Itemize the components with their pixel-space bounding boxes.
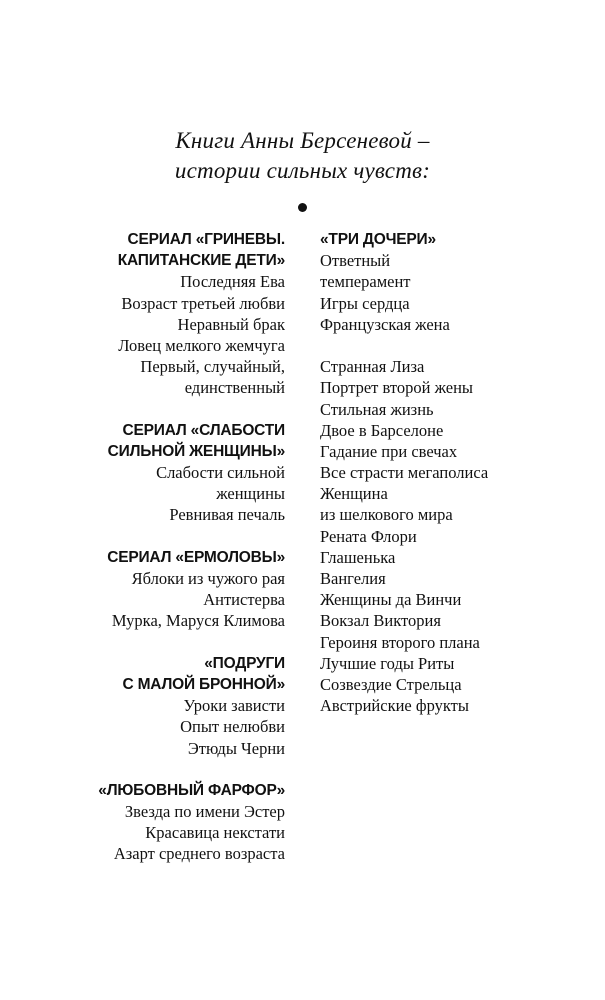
book-title: темперамент [320,272,411,292]
series-heading: «ТРИ ДОЧЕРИ» [320,231,436,248]
book-title: Портрет второй жены [320,378,474,398]
book-title: Азарт среднего возраста [113,844,285,864]
section-gap [25,759,285,780]
title-line-1: Книги Анны Берсеневой – [175,128,430,153]
book-title: Игры сердца [320,293,410,313]
series-heading: СЕРИАЛ «ГРИНЕВЫ. [127,231,285,248]
series-heading: СЕРИАЛ «ЕРМОЛОВЫ» [107,548,285,566]
book-title: Мурка, Маруся Климова [111,611,285,631]
right-section [320,229,560,335]
book-title: Французская жена [320,314,450,334]
left-section [25,780,285,865]
bullet-ornament [298,203,307,212]
book-title: Героиня второго плана [320,632,480,652]
book-title: единственный [184,378,285,398]
left-column [25,229,285,865]
right-column [320,229,560,716]
right-section [320,356,560,716]
left-section [25,420,285,526]
book-title: Яблоки из чужого рая [131,569,285,588]
title-line-2: истории сильных чувств: [174,158,431,183]
book-title: Возраст третьей любви [121,293,285,313]
book-title: Вангелия [320,569,386,588]
book-title: Неравный брак [177,314,285,334]
section-gap [25,526,285,547]
book-title: Первый, случайный, [140,357,285,377]
left-section [25,547,285,632]
left-section [25,653,285,759]
section-gap [25,399,285,420]
book-title: Уроки зависти [183,696,285,716]
book-title: Австрийские фрукты [320,696,469,716]
book-title: Опыт нелюбви [180,717,285,737]
book-title: Все страсти мегаполиса [320,463,489,483]
book-title: Двое в Барселоне [320,420,444,440]
book-title: Лучшие годы Риты [320,653,455,673]
book-title: Ответный [320,251,391,271]
section-gap [25,632,285,653]
book-title: Рената Флори [320,526,417,546]
book-title: Звезда по имени Эстер [124,802,285,822]
book-title: Стильная жизнь [320,399,434,419]
series-heading: «ЛЮБОВНЫЙ ФАРФОР» [98,781,285,799]
book-title: женщины [216,484,285,504]
book-title: Вокзал Виктория [320,611,441,631]
series-heading: СЕРИАЛ «СЛАБОСТИ [122,421,285,439]
book-title: Гадание при свечах [320,441,458,461]
book-title: Красавица некстати [145,823,285,843]
left-section [25,229,285,399]
book-title: Женщины да Винчи [320,590,462,610]
series-heading: С МАЛОЙ БРОННОЙ» [122,675,285,693]
book-title: Ловец мелкого жемчуга [118,335,285,355]
book-title: Странная Лиза [320,357,425,377]
series-heading: КАПИТАНСКИЕ ДЕТИ» [117,252,285,270]
series-heading: СИЛЬНОЙ ЖЕНЩИНЫ» [107,442,285,460]
book-title: Антистерва [203,590,285,610]
book-title: Женщина [320,484,388,504]
book-title: Этюды Черни [187,738,285,758]
page-title [0,126,605,186]
book-title: из шелкового мира [320,505,453,525]
book-title: Ревнивая печаль [169,505,285,525]
series-heading: «ПОДРУГИ [204,654,285,672]
book-title: Глашенька [320,547,396,567]
book-title: Слабости сильной [156,463,285,483]
book-title: Последняя Ева [180,272,285,292]
book-title: Созвездие Стрельца [320,674,462,694]
section-gap [320,335,560,356]
